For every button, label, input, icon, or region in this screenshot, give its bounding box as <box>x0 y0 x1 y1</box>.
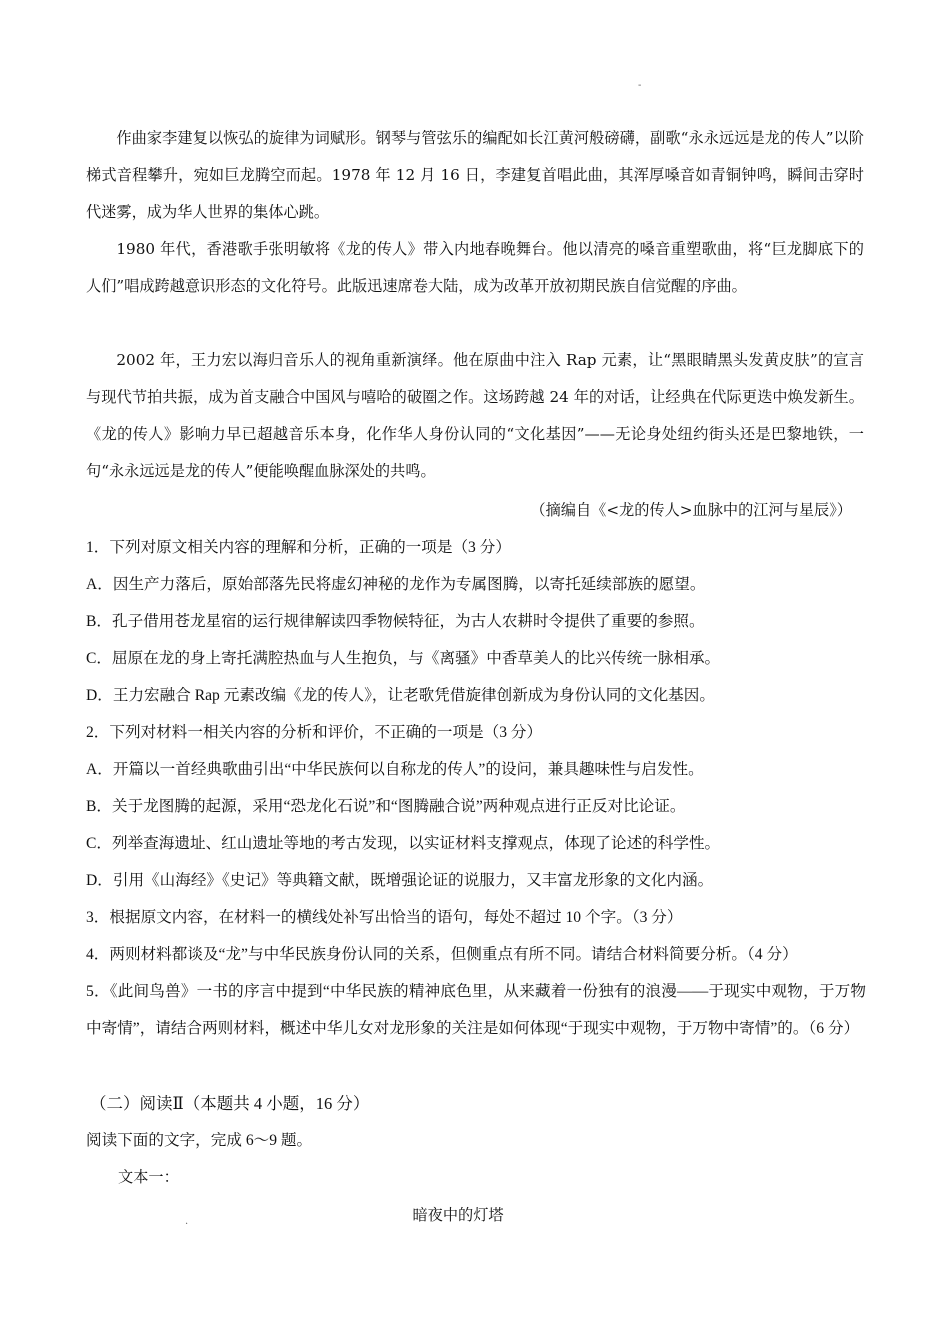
question-2-option-d: D．引用《山海经》《史记》等典籍文献，既增强论证的说服力，又丰富龙形象的文化内涵。 <box>86 872 714 889</box>
passage-paragraph-2: 1980 年代，香港歌手张明敏将《龙的传人》带入内地春晚舞台。他以清亮的嗓音重塑歌曲，将“巨龙脚底下的人们”唱成跨越意识形态的文化符号。此版迅速席卷大陆，成为改革开放初期民族自信觉醒的序曲。 <box>86 240 864 295</box>
question-1-option-d: D．王力宏融合 Rap 元素改编《龙的传人》，让老歌凭借旋律创新成为身份认同的文化基因。 <box>86 687 715 704</box>
page-mark-top: - <box>638 80 642 91</box>
section-instruction: 阅读下面的文字，完成 6～9 题。 <box>86 1132 313 1149</box>
question-1-option-a: A．因生产力落后，原始部落先民将虚幻神秘的龙作为专属图腾，以寄托延续部族的愿望。 <box>86 576 706 593</box>
passage-paragraph-1: 作曲家李建复以恢弘的旋律为词赋形。钢琴与管弦乐的编配如长江黄河般磅礴，副歌“永永远远是龙的传人”以阶梯式音程攀升，宛如巨龙腾空而起。1978 年 12 月 16 日，李建复首唱此曲，其浑厚嗓音如青铜钟鸣，瞬间击穿时代迷雾，成为华人世界的集体心跳。 <box>86 129 864 221</box>
question-2-stem: 2．下列对材料一相关内容的分析和评价，不正确的一项是（3 分） <box>86 724 543 741</box>
source-citation: （摘编自《<龙的传人>血脉中的江河与星辰》） <box>530 501 852 519</box>
page-mark-bottom: . <box>185 1216 189 1227</box>
text-label: 文本一： <box>118 1168 179 1186</box>
question-4: 4．两则材料都谈及“龙”与中华民族身份认同的关系，但侧重点有所不同。请结合材料简要分析。（4 分） <box>86 946 798 963</box>
question-1-option-b: B．孔子借用苍龙星宿的运行规律解读四季物候特征，为古人农耕时令提供了重要的参照。 <box>86 613 705 630</box>
section-heading: （二）阅读Ⅱ（本题共 4 小题，16 分） <box>90 1094 370 1113</box>
question-5: 5．《此间鸟兽》一书的序言中提到“中华民族的精神底色里，从来藏着一份独有的浪漫——于现实中观物，于万物中寄情”，请结合两则材料，概述中华儿女对龙形象的关注是如何体现“于现实中观物，于万物中寄情”的。（6 分） <box>86 983 866 1037</box>
question-1-stem: 1．下列对原文相关内容的理解和分析，正确的一项是（3 分） <box>86 539 511 556</box>
question-1-option-c: C．屈原在龙的身上寄托满腔热血与人生抱负，与《离骚》中香草美人的比兴传统一脉相承。 <box>86 650 721 667</box>
passage-paragraph-3: 2002 年，王力宏以海归音乐人的视角重新演绎。他在原曲中注入 Rap 元素，让“黑眼睛黑头发黄皮肤”的宣言与现代节拍共振，成为首支融合中国风与嘻哈的破圈之作。这场跨越 24 年的对话，让经典在代际更迭中焕发新生。《龙的传人》影响力早已超越音乐本身，化作华人身份认同的“文化基因”——无论身处纽约街头还是巴黎地铁，一句“永永远远是龙的传人”便能唤醒血脉深处的共鸣。 <box>86 351 864 480</box>
article-title: 暗夜中的灯塔 <box>412 1206 504 1224</box>
question-2-option-b: B．关于龙图腾的起源，采用“恐龙化石说”和“图腾融合说”两种观点进行正反对比论证。 <box>86 798 686 815</box>
question-3: 3．根据原文内容，在材料一的横线处补写出恰当的语句，每处不超过 10 个字。（3 分） <box>86 909 683 926</box>
question-2-option-a: A．开篇以一首经典歌曲引出“中华民族何以自称龙的传人”的设问，兼具趣味性与启发性。 <box>86 761 704 778</box>
question-2-option-c: C．列举查海遗址、红山遗址等地的考古发现，以实证材料支撑观点，体现了论述的科学性。 <box>86 835 721 852</box>
